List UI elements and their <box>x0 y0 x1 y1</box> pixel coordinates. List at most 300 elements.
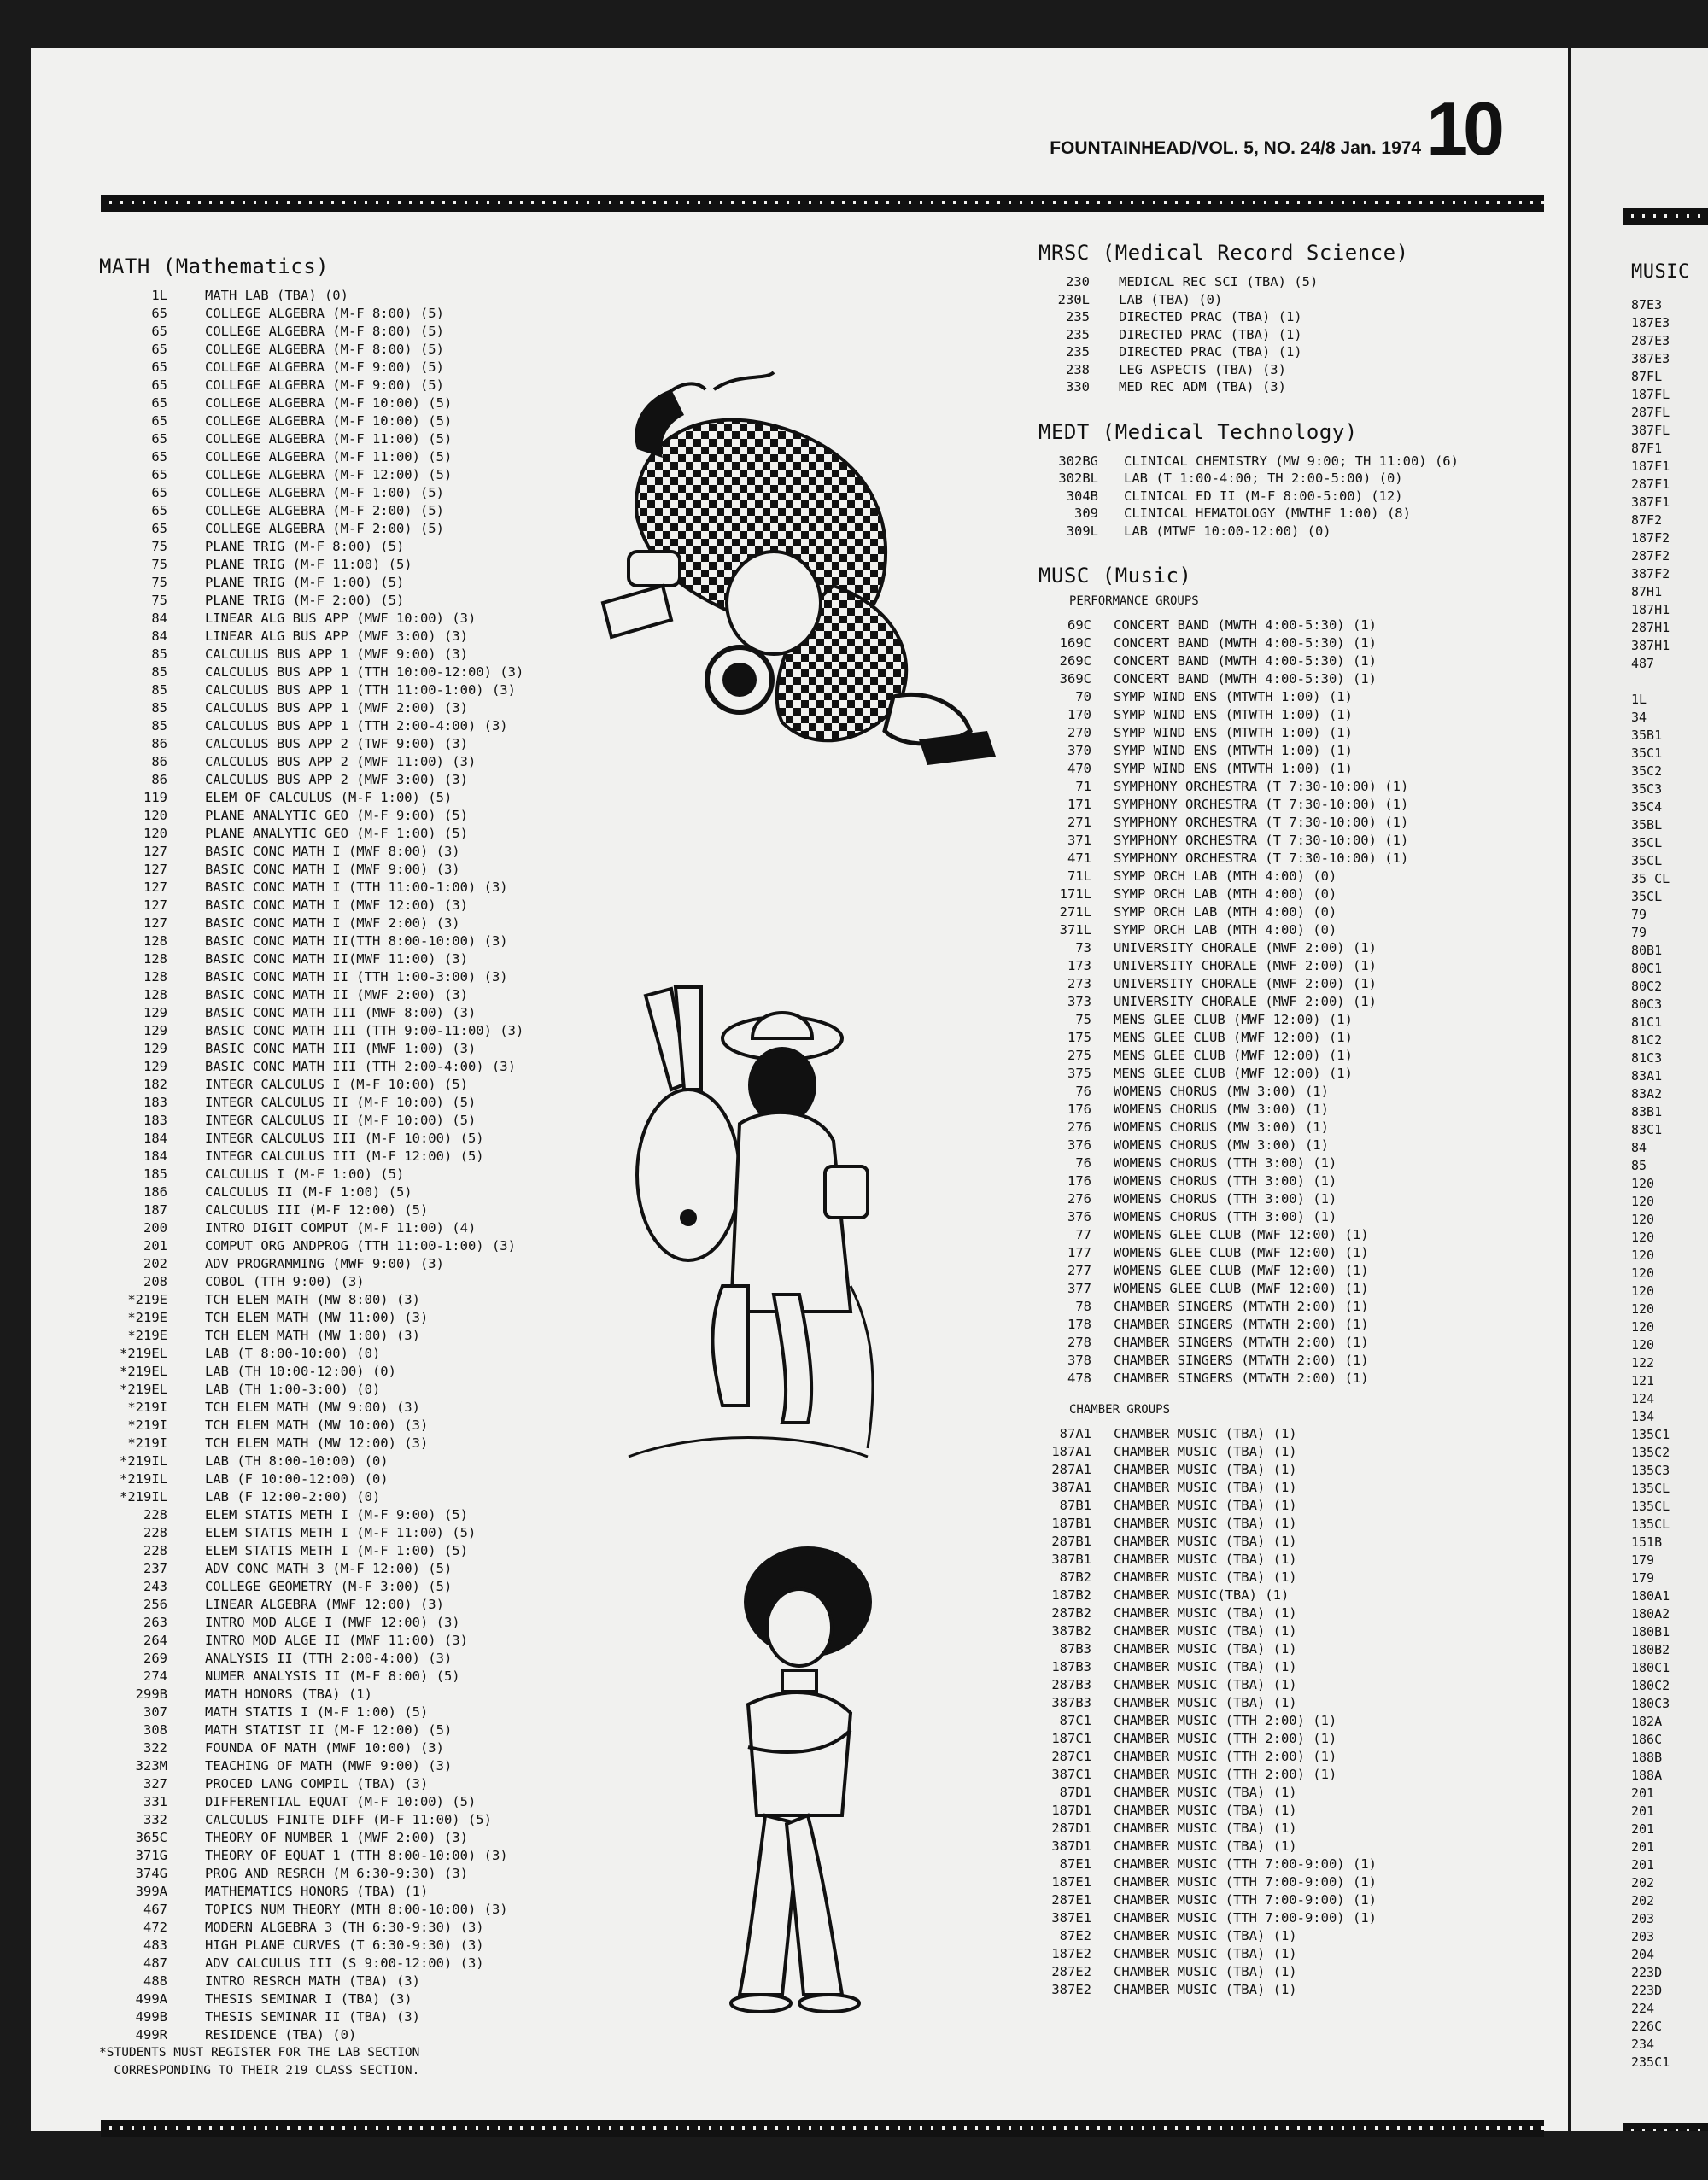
course-row <box>99 1990 524 2008</box>
course-description: SYMPHONY ORCHESTRA (T 7:30-10:00) (1) <box>1114 815 1409 830</box>
course-row <box>99 556 524 574</box>
course-row <box>1038 706 1459 724</box>
course-number: 183 <box>143 1095 167 1110</box>
course-number: 376 <box>1068 1137 1091 1153</box>
course-description: WOMENS CHORUS (TTH 3:00) (1) <box>1114 1209 1337 1224</box>
course-number: 299B <box>135 1686 167 1702</box>
course-row <box>1038 652 1459 670</box>
course-description: CHAMBER MUSIC (TBA) (1) <box>1114 1480 1297 1495</box>
course-row <box>99 825 524 843</box>
course-row <box>1038 523 1459 541</box>
course-description: TCH ELEM MATH (MW 8:00) (3) <box>205 1292 420 1307</box>
course-description: LAB (T 8:00-10:00) (0) <box>205 1346 381 1361</box>
adjacent-course-number: 120 <box>1631 1301 1655 1317</box>
course-description: LAB (MTWF 10:00-12:00) (0) <box>1124 523 1331 539</box>
course-row <box>1038 832 1459 850</box>
course-row <box>1038 1730 1459 1748</box>
course-row <box>99 1452 524 1470</box>
course-description: TCH ELEM MATH (MW 11:00) (3) <box>205 1310 429 1325</box>
course-description: MENS GLEE CLUB (MWF 12:00) (1) <box>1114 1048 1353 1063</box>
course-description: CHAMBER MUSIC (TBA) (1) <box>1114 1946 1297 1961</box>
course-number: 243 <box>143 1579 167 1594</box>
course-number: 308 <box>143 1722 167 1738</box>
course-description: COLLEGE ALGEBRA (M-F 12:00) (5) <box>205 467 453 482</box>
course-number: 302BL <box>1058 470 1098 486</box>
course-description: DIRECTED PRAC (TBA) (1) <box>1119 344 1302 359</box>
course-number: 76 <box>1075 1084 1091 1099</box>
course-row <box>99 1775 524 1793</box>
adjacent-course-number: 1L <box>1631 692 1647 707</box>
course-number: *219EL <box>120 1346 167 1361</box>
course-row <box>1038 1172 1459 1190</box>
course-description: CHAMBER MUSIC (TBA) (1) <box>1114 1659 1297 1674</box>
course-description: MED REC ADM (TBA) (3) <box>1119 379 1286 395</box>
course-row <box>1038 1119 1459 1137</box>
adjacent-course-number: 81C1 <box>1631 1014 1663 1030</box>
course-row <box>99 628 524 646</box>
course-row <box>99 1291 524 1309</box>
course-description: MATH STATIS I (M-F 1:00) (5) <box>205 1704 429 1720</box>
course-row <box>1038 993 1459 1011</box>
course-row <box>99 807 524 825</box>
course-description: WOMENS GLEE CLUB (MWF 12:00) (1) <box>1114 1263 1369 1278</box>
course-description: CHAMBER MUSIC (TTH 7:00-9:00) (1) <box>1114 1856 1377 1872</box>
prospector-donkey-illustration <box>594 944 902 1482</box>
medt-heading: MEDT (Medical Technology) <box>1038 419 1358 444</box>
course-row <box>1038 1190 1459 1208</box>
course-number: 471 <box>1068 850 1091 866</box>
course-row <box>1038 1622 1459 1640</box>
course-description: LAB (TH 10:00-12:00) (0) <box>205 1364 396 1379</box>
adjacent-course-number: 203 <box>1631 1911 1655 1926</box>
course-number: 322 <box>143 1740 167 1756</box>
course-row <box>99 305 524 323</box>
course-row <box>1038 1370 1459 1388</box>
course-number: 78 <box>1075 1299 1091 1314</box>
adjacent-course-number: 234 <box>1631 2037 1655 2052</box>
adjacent-course-number <box>1631 673 1690 691</box>
course-number: 371L <box>1059 922 1091 938</box>
course-row <box>99 1201 524 1219</box>
course-description: PROCED LANG COMPIL (TBA) (3) <box>205 1776 429 1791</box>
course-description: THEORY OF NUMBER 1 (MWF 2:00) (3) <box>205 1830 468 1845</box>
course-description: CHAMBER MUSIC (TBA) (1) <box>1114 1623 1297 1639</box>
course-description: ELEM STATIS METH I (M-F 9:00) (5) <box>205 1507 468 1522</box>
course-row <box>1038 1945 1459 1963</box>
course-row <box>1038 1676 1459 1694</box>
course-row <box>1038 1856 1459 1873</box>
adjacent-course-number: 226C <box>1631 2019 1663 2034</box>
course-description: CHAMBER SINGERS (MTWTH 2:00) (1) <box>1114 1353 1369 1368</box>
course-description: PLANE ANALYTIC GEO (M-F 9:00) (5) <box>205 808 468 823</box>
course-row <box>99 1094 524 1112</box>
course-row <box>99 1757 524 1775</box>
mrsc-heading: MRSC (Medical Record Science) <box>1038 241 1409 265</box>
course-row <box>99 1632 524 1650</box>
course-row <box>99 1686 524 1704</box>
course-number: 69C <box>1068 617 1091 633</box>
course-row <box>99 1488 524 1506</box>
course-row <box>99 1345 524 1363</box>
course-number: 269C <box>1059 653 1091 669</box>
course-number: 208 <box>143 1274 167 1289</box>
course-row <box>99 1112 524 1130</box>
course-row <box>1038 921 1459 939</box>
course-row <box>99 915 524 932</box>
course-number: 238 <box>1066 361 1090 377</box>
course-row <box>99 986 524 1004</box>
course-number: 263 <box>143 1615 167 1630</box>
course-row <box>99 287 524 305</box>
course-row <box>1038 1838 1459 1856</box>
course-description: INTEGR CALCULUS II (M-F 10:00) (5) <box>205 1095 477 1110</box>
course-row <box>99 681 524 699</box>
course-number: 270 <box>1068 725 1091 740</box>
course-description: TCH ELEM MATH (MW 10:00) (3) <box>205 1417 429 1433</box>
course-row <box>99 968 524 986</box>
course-description: BASIC CONC MATH III (MWF 1:00) (3) <box>205 1041 477 1056</box>
course-number: 387C1 <box>1051 1767 1091 1782</box>
adjacent-course-number: 287F2 <box>1631 548 1670 564</box>
course-number: 387D1 <box>1051 1838 1091 1854</box>
course-row <box>99 1470 524 1488</box>
course-description: BASIC CONC MATH I (MWF 12:00) (3) <box>205 897 468 913</box>
course-number: 373 <box>1068 994 1091 1009</box>
adjacent-course-number: 180B2 <box>1631 1642 1670 1657</box>
adjacent-course-number: 135C3 <box>1631 1463 1670 1478</box>
course-number: 499B <box>135 2009 167 2025</box>
course-description: CALCULUS BUS APP 1 (MWF 9:00) (3) <box>205 646 468 662</box>
course-number: 84 <box>151 628 167 644</box>
course-number: *219IL <box>120 1471 167 1487</box>
course-row <box>99 1148 524 1166</box>
course-description: TEACHING OF MATH (MWF 9:00) (3) <box>205 1758 453 1774</box>
adjacent-course-number: 135CL <box>1631 1517 1670 1532</box>
course-description: LAB (F 12:00-2:00) (0) <box>205 1489 381 1505</box>
course-row <box>1038 814 1459 832</box>
adjacent-course-list <box>1631 296 1690 2072</box>
course-description: COLLEGE ALGEBRA (M-F 2:00) (5) <box>205 503 444 518</box>
course-number: 287C1 <box>1051 1749 1091 1764</box>
course-number: 200 <box>143 1220 167 1236</box>
course-description: LAB (TH 1:00-3:00) (0) <box>205 1382 381 1397</box>
course-number: 370 <box>1068 743 1091 758</box>
adjacent-course-number: 35B1 <box>1631 728 1663 743</box>
course-description: DIRECTED PRAC (TBA) (1) <box>1119 326 1302 342</box>
adjacent-course-number: 487 <box>1631 656 1655 671</box>
course-number: *219EL <box>120 1364 167 1379</box>
course-row <box>1038 361 1459 379</box>
course-row <box>1038 1479 1459 1497</box>
course-number: 467 <box>143 1902 167 1917</box>
course-number: 175 <box>1068 1030 1091 1045</box>
course-row <box>1038 1640 1459 1658</box>
course-row <box>99 538 524 556</box>
course-description: CHAMBER MUSIC (TTH 2:00) (1) <box>1114 1749 1337 1764</box>
adjacent-course-number: 187F1 <box>1631 459 1670 474</box>
course-description: CHAMBER MUSIC (TBA) (1) <box>1114 1534 1297 1549</box>
adjacent-course-number: 387F2 <box>1631 566 1670 582</box>
course-description: MATH LAB (TBA) (0) <box>205 288 348 303</box>
adjacent-course-number: 124 <box>1631 1391 1655 1406</box>
adjacent-course-number: 135C1 <box>1631 1427 1670 1442</box>
adjacent-course-number: 87FL <box>1631 369 1663 384</box>
course-description: SYMP WIND ENS (MTWTH 1:00) (1) <box>1114 707 1353 722</box>
adjacent-course-number: 201 <box>1631 1803 1655 1819</box>
course-description: UNIVERSITY CHORALE (MWF 2:00) (1) <box>1114 994 1377 1009</box>
course-description: INTEGR CALCULUS III (M-F 10:00) (5) <box>205 1131 484 1146</box>
course-row <box>99 1058 524 1076</box>
medt-course-list <box>1038 453 1459 541</box>
course-number: 129 <box>143 1005 167 1020</box>
masthead <box>1050 86 1500 171</box>
course-description: CHAMBER MUSIC (TBA) (1) <box>1114 1928 1297 1943</box>
adjacent-course-number: 81C2 <box>1631 1032 1663 1048</box>
course-number: 75 <box>151 593 167 608</box>
adjacent-course-number: 202 <box>1631 1875 1655 1891</box>
course-description: CHAMBER MUSIC (TBA) (1) <box>1114 1695 1297 1710</box>
course-number: 85 <box>151 718 167 733</box>
course-row <box>99 1399 524 1417</box>
course-description: LAB (T 1:00-4:00; TH 2:00-5:00) (0) <box>1124 470 1403 486</box>
course-number: 228 <box>143 1525 167 1540</box>
adjacent-course-number: 83A1 <box>1631 1068 1663 1084</box>
course-row <box>1038 1226 1459 1244</box>
course-row <box>1038 1604 1459 1622</box>
course-row <box>99 861 524 879</box>
course-description: BASIC CONC MATH I (MWF 2:00) (3) <box>205 915 460 931</box>
course-number: 84 <box>151 611 167 626</box>
course-description: CHAMBER MUSIC (TBA) (1) <box>1114 1964 1297 1979</box>
course-description: SYMPHONY ORCHESTRA (T 7:30-10:00) (1) <box>1114 850 1409 866</box>
course-number: 87D1 <box>1059 1785 1091 1800</box>
course-description: COLLEGE ALGEBRA (M-F 8:00) (5) <box>205 342 444 357</box>
course-description: CHAMBER MUSIC (TBA) (1) <box>1114 1982 1297 1997</box>
course-description: PLANE TRIG (M-F 2:00) (5) <box>205 593 405 608</box>
course-row <box>99 717 524 735</box>
course-row <box>99 1040 524 1058</box>
course-number: 387B1 <box>1051 1552 1091 1567</box>
course-number: 120 <box>143 808 167 823</box>
course-row <box>1038 903 1459 921</box>
course-number: 119 <box>143 790 167 805</box>
course-row <box>99 341 524 359</box>
adjacent-course-number: 134 <box>1631 1409 1655 1424</box>
adjacent-course-number: 35CL <box>1631 853 1663 868</box>
course-description: CHAMBER MUSIC (TTH 2:00) (1) <box>1114 1713 1337 1728</box>
course-description: WOMENS GLEE CLUB (MWF 12:00) (1) <box>1114 1281 1369 1296</box>
course-number: 87E2 <box>1059 1928 1091 1943</box>
adjacent-course-number: 201 <box>1631 1785 1655 1801</box>
course-number: 271L <box>1059 904 1091 920</box>
course-number: 187A1 <box>1051 1444 1091 1459</box>
course-description: CHAMBER MUSIC (TTH 2:00) (1) <box>1114 1767 1337 1782</box>
course-row <box>99 520 524 538</box>
course-number: 202 <box>143 1256 167 1271</box>
course-number: 187B2 <box>1051 1587 1091 1603</box>
adjacent-course-number: 35C1 <box>1631 745 1663 761</box>
adjacent-course-number: 120 <box>1631 1283 1655 1299</box>
course-row <box>99 1721 524 1739</box>
course-description: INTRO MOD ALGE II (MWF 11:00) (3) <box>205 1633 468 1648</box>
course-number: 75 <box>1075 1012 1091 1027</box>
course-row <box>99 1560 524 1578</box>
adjacent-top-rule <box>1623 208 1708 225</box>
course-number: 85 <box>151 682 167 698</box>
course-number: 387B2 <box>1051 1623 1091 1639</box>
course-number: 87E1 <box>1059 1856 1091 1872</box>
course-row <box>1038 1802 1459 1820</box>
course-number: *219E <box>127 1292 167 1307</box>
course-row <box>99 1022 524 1040</box>
course-row <box>1038 1298 1459 1316</box>
course-row <box>1038 453 1459 470</box>
course-row <box>1038 1820 1459 1838</box>
course-description: CONCERT BAND (MWTH 4:00-5:30) (1) <box>1114 653 1377 669</box>
course-number: 387B3 <box>1051 1695 1091 1710</box>
course-number: 65 <box>151 342 167 357</box>
adjacent-course-number: 187E3 <box>1631 315 1670 330</box>
course-number: 371 <box>1068 833 1091 848</box>
course-description: CALCULUS I (M-F 1:00) (5) <box>205 1166 405 1182</box>
course-description: THEORY OF EQUAT 1 (TTH 8:00-10:00) (3) <box>205 1848 508 1863</box>
course-number: 86 <box>151 754 167 769</box>
adjacent-course-number: 80C2 <box>1631 979 1663 994</box>
course-description: TCH ELEM MATH (MW 12:00) (3) <box>205 1435 429 1451</box>
course-number: 86 <box>151 772 167 787</box>
course-description: CALCULUS BUS APP 2 (MWF 3:00) (3) <box>205 772 468 787</box>
adjacent-course-number: 120 <box>1631 1265 1655 1281</box>
course-number: 176 <box>1068 1102 1091 1117</box>
course-description: TCH ELEM MATH (MW 9:00) (3) <box>205 1400 420 1415</box>
course-row <box>99 735 524 753</box>
course-row <box>99 2026 524 2044</box>
course-number: 187B3 <box>1051 1659 1091 1674</box>
course-description: CHAMBER MUSIC (TBA) (1) <box>1114 1569 1297 1585</box>
course-number: 387E2 <box>1051 1982 1091 1997</box>
course-row <box>99 1309 524 1327</box>
adjacent-course-number: 187FL <box>1631 387 1670 402</box>
adjacent-course-number: 80C3 <box>1631 996 1663 1012</box>
chamber-course-list <box>1038 1425 1459 1999</box>
course-description: INTEGR CALCULUS I (M-F 10:00) (5) <box>205 1077 468 1092</box>
course-row <box>99 1237 524 1255</box>
course-row <box>1038 1425 1459 1443</box>
adjacent-course-number: 180B1 <box>1631 1624 1670 1639</box>
course-description: CONCERT BAND (MWTH 4:00-5:30) (1) <box>1114 617 1377 633</box>
course-number: *219E <box>127 1328 167 1343</box>
adjacent-course-number: 87H1 <box>1631 584 1663 599</box>
adjacent-course-number: 83B1 <box>1631 1104 1663 1119</box>
course-row <box>1038 796 1459 814</box>
adjacent-course-number: 35CL <box>1631 889 1663 904</box>
course-row <box>1038 1909 1459 1927</box>
course-description: CHAMBER MUSIC (TBA) (1) <box>1114 1605 1297 1621</box>
adjacent-course-number: 87F1 <box>1631 441 1663 456</box>
adjacent-course-number: 120 <box>1631 1248 1655 1263</box>
course-description: SYMPHONY ORCHESTRA (T 7:30-10:00) (1) <box>1114 779 1409 794</box>
course-number: 171 <box>1068 797 1091 812</box>
course-description: ANALYSIS II (TTH 2:00-4:00) (3) <box>205 1651 453 1666</box>
course-number: 176 <box>1068 1173 1091 1189</box>
course-row <box>1038 1083 1459 1101</box>
adjacent-course-number: 180C2 <box>1631 1678 1670 1693</box>
course-row <box>1038 688 1459 706</box>
course-number: 331 <box>143 1794 167 1809</box>
course-row <box>99 1435 524 1452</box>
course-number: 287B1 <box>1051 1534 1091 1549</box>
course-row <box>1038 778 1459 796</box>
course-description: CHAMBER MUSIC (TBA) (1) <box>1114 1462 1297 1477</box>
course-number: 230 <box>1066 274 1090 289</box>
course-number: 371G <box>135 1848 167 1863</box>
adjacent-course-number: 135C2 <box>1631 1445 1670 1460</box>
course-description: CHAMBER MUSIC (TTH 7:00-9:00) (1) <box>1114 1910 1377 1926</box>
course-row <box>1038 724 1459 742</box>
course-number: 488 <box>143 1973 167 1989</box>
course-row <box>99 574 524 592</box>
course-number: 169C <box>1059 635 1091 651</box>
masthead-title: FOUNTAINHEAD/VOL. 5, NO. 24/8 Jan. 1974 <box>1050 138 1422 158</box>
course-description: SYMP WIND ENS (MTWTH 1:00) (1) <box>1114 725 1353 740</box>
course-number: 65 <box>151 306 167 321</box>
course-row <box>1038 1533 1459 1551</box>
course-number: 499R <box>135 2027 167 2043</box>
course-number: *219I <box>127 1400 167 1415</box>
course-number: *219IL <box>120 1453 167 1469</box>
course-description: SYMP ORCH LAB (MTH 4:00) (0) <box>1114 886 1337 902</box>
course-number: 65 <box>151 413 167 429</box>
course-row <box>99 932 524 950</box>
course-description: COLLEGE GEOMETRY (M-F 3:00) (5) <box>205 1579 453 1594</box>
course-number: 309L <box>1066 523 1098 539</box>
course-description: CALCULUS FINITE DIFF (M-F 11:00) (5) <box>205 1812 492 1827</box>
course-number: 287A1 <box>1051 1462 1091 1477</box>
adjacent-course-number: 186C <box>1631 1732 1663 1747</box>
adjacent-course-number: 35C2 <box>1631 763 1663 779</box>
adjacent-course-number: 120 <box>1631 1176 1655 1191</box>
top-rule <box>101 195 1544 212</box>
course-description: INTEGR CALCULUS III (M-F 12:00) (5) <box>205 1148 484 1164</box>
course-row <box>1038 1569 1459 1587</box>
course-row <box>1038 1981 1459 1999</box>
course-description: CHAMBER SINGERS (MTWTH 2:00) (1) <box>1114 1299 1369 1314</box>
course-description: CHAMBER MUSIC (TBA) (1) <box>1114 1677 1297 1692</box>
course-description: CALCULUS BUS APP 1 (TTH 11:00-1:00) (3) <box>205 682 516 698</box>
course-number: 85 <box>151 646 167 662</box>
course-number: 128 <box>143 951 167 967</box>
course-description: MENS GLEE CLUB (MWF 12:00) (1) <box>1114 1066 1353 1081</box>
course-row <box>99 1542 524 1560</box>
course-description: MODERN ALGEBRA 3 (TH 6:30-9:30) (3) <box>205 1920 484 1935</box>
course-row <box>99 323 524 341</box>
course-number: 87A1 <box>1059 1426 1091 1441</box>
adjacent-page <box>1571 48 1708 2131</box>
adjacent-course-number: 122 <box>1631 1355 1655 1371</box>
course-number: 85 <box>151 700 167 716</box>
course-description: DIRECTED PRAC (TBA) (1) <box>1119 309 1302 324</box>
course-row <box>99 592 524 610</box>
course-number: 177 <box>1068 1245 1091 1260</box>
course-description: COLLEGE ALGEBRA (M-F 11:00) (5) <box>205 449 453 465</box>
course-description: PLANE TRIG (M-F 1:00) (5) <box>205 575 405 590</box>
course-number: 273 <box>1068 976 1091 991</box>
course-number: 183 <box>143 1113 167 1128</box>
course-number: 269 <box>143 1651 167 1666</box>
course-row <box>99 1524 524 1542</box>
course-row <box>99 1937 524 1955</box>
course-number: 65 <box>151 324 167 339</box>
